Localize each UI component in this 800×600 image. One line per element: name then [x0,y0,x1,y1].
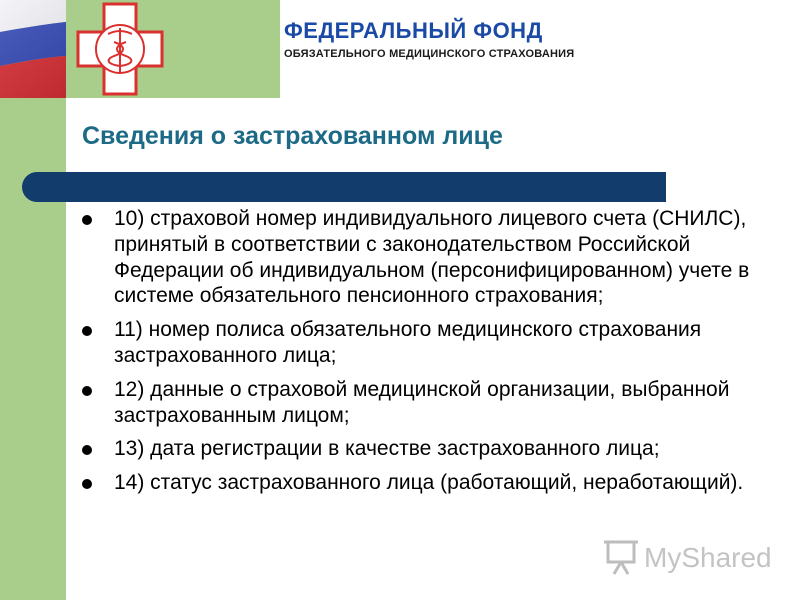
list-item-text: 11) номер полиса обязательного медицинского страхования застрахованного лица; [114,318,702,367]
bullet-icon [82,479,92,489]
list-item [76,436,756,462]
title-underline-bar [22,172,666,202]
watermark [604,538,774,578]
list-item-text: 14) статус застрахованного лица (работающий, неработающий). [114,471,744,495]
list-item-text: 10) страховой номер индивидуального лицевого счета (СНИЛС), принятый в соответствии с законодательством Российской Федерации об индивидуальном (персонифицированном) учете в системе обязательного пенсионного страхования; [114,207,750,308]
list-item-text: 13) дата регистрации в качестве застрахованного лица; [114,437,660,461]
bullet-icon [82,445,92,455]
bullet-icon [82,215,92,225]
org-title: ФЕДЕРАЛЬНЫЙ ФОНД [284,18,543,43]
content-list [76,206,756,504]
list-item [76,470,756,496]
list-item [76,317,756,369]
list-item-text: 12) данные о страховой медицинской организации, выбранной застрахованным лицом; [114,377,730,427]
medical-cross-caduceus-logo [76,2,164,96]
watermark-text: MyShared [644,542,772,573]
org-subtitle: ОБЯЗАТЕЛЬНОГО МЕДИЦИНСКОГО СТРАХОВАНИЯ [284,48,575,60]
bullet-icon [82,386,92,396]
list-item [76,206,756,309]
presentation-board-icon [604,538,640,576]
list-item [76,377,756,429]
bullet-icon [82,326,92,336]
slide-title: Сведения о застрахованном лице [82,122,503,150]
